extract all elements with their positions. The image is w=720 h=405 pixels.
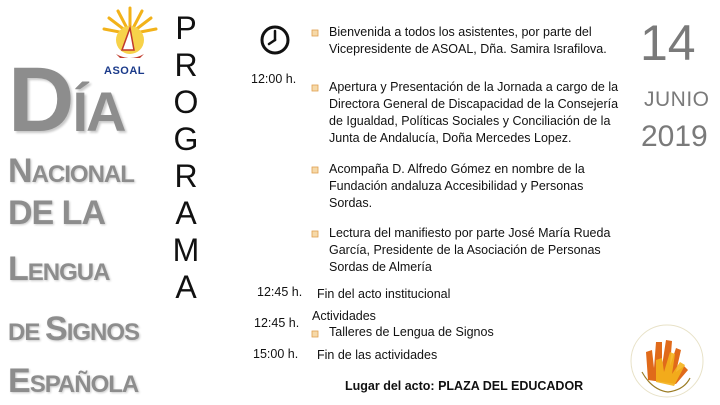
schedule-item-fin-institucional: Fin del acto institucional bbox=[317, 287, 451, 301]
programa-letter: A bbox=[175, 269, 197, 305]
schedule-item-acompana: Acompaña D. Alfredo Gómez en nombre de la Fundación andaluza Accesibilidad y Personas Sordas. bbox=[329, 162, 585, 210]
schedule-item-apertura: Apertura y Presentación de la Jornada a cargo de la Directora General de Discapacidad de la Consejería de Igualdad, Políticas Sociales y Conciliación de la Junta de Andalucía, Doña Mercedes Lopez. bbox=[329, 80, 619, 145]
title-dia: DÍA bbox=[8, 49, 125, 151]
schedule-item-manifiesto: Lectura del manifiesto por parte José María Rueda García, Presidente de la Asociación de Personas Sordas de Almería bbox=[329, 226, 611, 274]
schedule-item-bienvenida: Bienvenida a todos los asistentes, por parte del Vicepresidente de ASOAL, Dña. Samira Israfilova. bbox=[329, 25, 607, 56]
programa-letter: R bbox=[174, 158, 198, 194]
programa-letter: R bbox=[174, 47, 198, 83]
asoal-logo-text: ASOAL bbox=[104, 65, 145, 77]
programa-letter: O bbox=[173, 84, 199, 120]
programa-letter: M bbox=[172, 232, 200, 268]
date-month: JUNIO bbox=[644, 88, 710, 111]
sign-language-day-logo bbox=[628, 322, 706, 400]
schedule-item-fin-actividades: Fin de las actividades bbox=[317, 348, 438, 362]
programa-letter: P bbox=[175, 10, 197, 46]
programa-letter: A bbox=[175, 195, 197, 231]
title-lengua: LENGUA bbox=[8, 250, 110, 288]
schedule-time: 12:45 h. bbox=[257, 285, 303, 299]
programa-letter: G bbox=[173, 121, 199, 157]
date-year: 2019 bbox=[641, 120, 708, 153]
event-location: Lugar del acto: PLAZA DEL EDUCADOR bbox=[345, 379, 584, 393]
schedule-time: 15:00 h. bbox=[253, 347, 299, 361]
title-de-signos: DE SIGNOS bbox=[8, 310, 140, 348]
title-espanola: ESPAÑOLA bbox=[8, 362, 139, 400]
title-de-la: DE LA bbox=[8, 194, 105, 232]
programa-vertical-heading bbox=[172, 10, 200, 306]
clock-icon bbox=[258, 22, 292, 56]
date-day: 14 bbox=[640, 15, 696, 71]
title-nacional: NACIONAL bbox=[8, 152, 134, 190]
schedule-time: 12:45 h. bbox=[254, 316, 300, 330]
schedule-item-talleres: Talleres de Lengua de Signos bbox=[329, 325, 494, 339]
schedule-actividades-label: Actividades bbox=[312, 309, 376, 323]
schedule-time: 12:00 h. bbox=[251, 72, 297, 86]
